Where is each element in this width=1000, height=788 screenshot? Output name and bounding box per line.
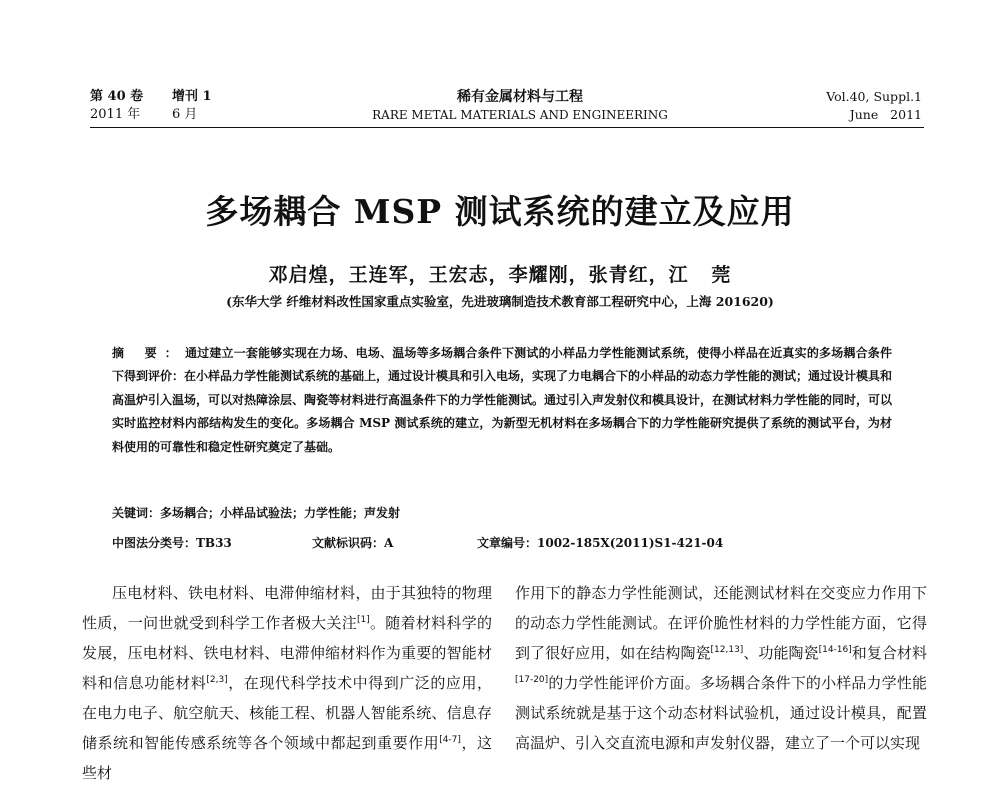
paper-title: 多场耦合 MSP 测试系统的建立及应用 xyxy=(205,192,795,231)
header-right xyxy=(826,88,922,124)
abstract xyxy=(112,342,892,459)
affiliation: (东华大学 纤维材料改性国家重点实验室，先进玻璃制造技术教育部工程研究中心，上海 201620) xyxy=(226,294,774,309)
citation: [4-7] xyxy=(439,735,461,745)
month: 6 月 xyxy=(172,107,198,122)
issue: 增刊 1 xyxy=(172,89,212,104)
abstract-label: 摘 要： xyxy=(112,346,185,360)
journal-name-en: RARE METAL MATERIALS AND ENGINEERING xyxy=(372,108,668,122)
body-text: 的力学性能评价方面。多场耦合条件下的小样品力学性能测试系统就是基于这个动态材料试验机，通过设计模具，配置高温炉、引入交直流电源和声发射仪器，建立了一个可以实现 xyxy=(515,674,927,752)
classification-line xyxy=(112,534,892,551)
citation: [17-20] xyxy=(515,675,549,685)
volume: 第 40 卷 xyxy=(90,89,144,104)
body-paragraph xyxy=(82,578,492,788)
body-text: 作用下的静态力学性能测试，还能测试材料在交变应力作用下的动态力学性能测试。在评价脆性材料的力学性能方面，它得到了很好应用，如在结构陶瓷 xyxy=(515,584,927,662)
body-column-left xyxy=(82,578,492,788)
document-code: 文献标识码：A xyxy=(312,536,394,550)
abstract-text: 通过建立一套能够实现在力场、电场、温场等多场耦合条件下测试的小样品力学性能测试系统，使得小样品在近真实的多场耦合条件下得到评价：在小样品力学性能测试系统的基础上，通过设计模具和引入电场，实现了力电耦合下的小样品的动态力学性能的测试；通过设计模具和高温炉引入温场，可以对热障涂层、陶瓷等材料进行高温条件下的力学性能测试。通过引入声发射仪和模具设计，在测试材料力学性能的同时，可以实时监控材料内部结构发生的变化。多场耦合 MSP 测试系统的建立，为新型无机材料在多场耦合下的力学性能研究提供了系统的测试平台，为材料使用的可靠性和稳定性研究奠定了基础。 xyxy=(112,346,893,454)
header-left xyxy=(90,88,212,124)
authors: 邓启煌，王连军，王宏志，李耀刚，张青红，江 莞 xyxy=(268,264,732,286)
journal-name-cn: 稀有金属材料与工程 xyxy=(457,89,583,105)
year: 2011 年 xyxy=(90,107,141,122)
body-text: ，在现代科学技术中得到广泛的应用，在电力电子、航空航天、核能工程、机器人智能系统、信息存储系统和智能传感系统等各个领域中都起到重要作用 xyxy=(82,674,492,752)
body-text: 和复合材料 xyxy=(851,644,927,662)
body-text: 。随着材料科学的发展，压电材料、铁电材料、电滞伸缩材料作为重要的智能材料和信息功能材料 xyxy=(82,614,492,692)
header-rule xyxy=(90,127,924,128)
body-text: ，这些材 xyxy=(82,734,492,782)
body-paragraph xyxy=(515,578,927,758)
volume-en: Vol.40, Suppl.1 xyxy=(826,89,922,104)
citation: [14-16] xyxy=(818,645,852,655)
citation: [2,3] xyxy=(206,675,228,685)
body-text: 压电材料、铁电材料、电滞伸缩材料，由于其独特的物理性质，一问世就受到科学工作者极大关注 xyxy=(82,584,492,632)
article-number: 文章编号：1002-185X(2011)S1-421-04 xyxy=(477,536,724,550)
body-column-right xyxy=(515,578,927,758)
citation: [12,13] xyxy=(710,645,744,655)
date-en: June 2011 xyxy=(849,107,922,122)
body-text: 、功能陶瓷 xyxy=(743,644,819,662)
clc-number: 中图法分类号：TB33 xyxy=(112,536,232,550)
header-center xyxy=(355,88,685,124)
keywords: 关键词：多场耦合；小样品试验法；力学性能；声发射 xyxy=(112,506,401,520)
citation: [1] xyxy=(357,615,370,625)
